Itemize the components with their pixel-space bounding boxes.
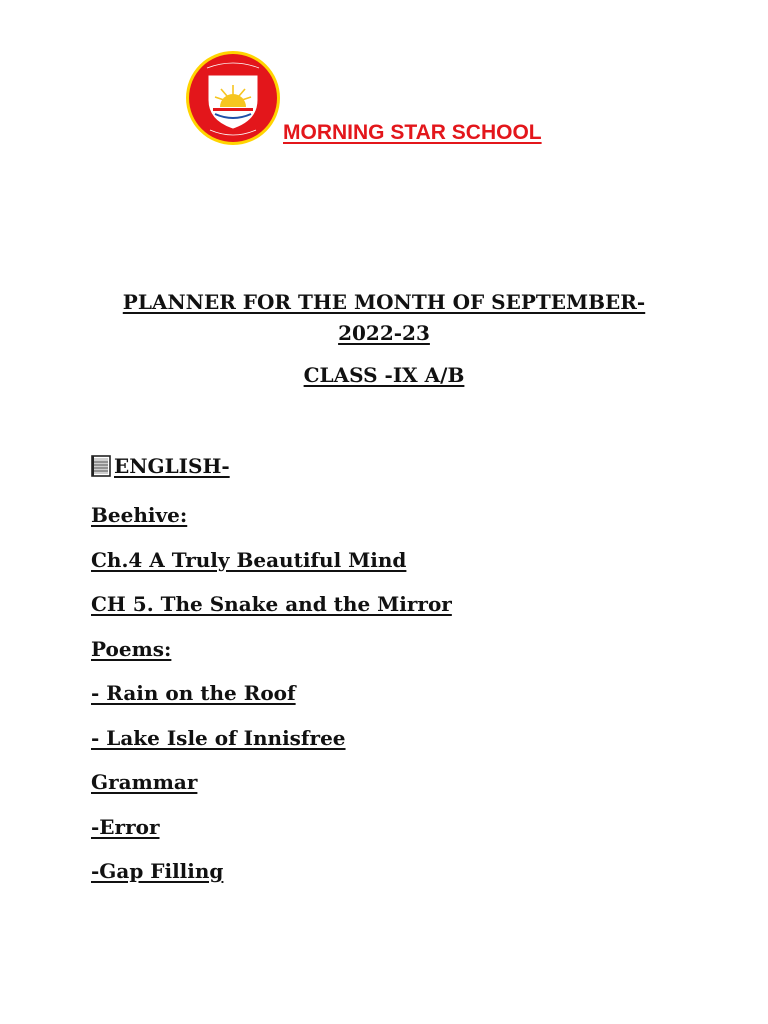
list-item-text: - Lake Isle of Innisfree [91,725,346,750]
list-item [91,770,452,815]
list-item-text: -Error [91,814,160,839]
list-item [91,681,452,726]
planner-title [0,287,768,349]
class-label: CLASS -IX A/B [303,363,465,387]
school-name: MORNING STAR SCHOOL [283,121,542,144]
notebook-icon [90,454,112,478]
list-item [91,548,452,593]
list-item-text: Beehive: [91,503,188,527]
list-item [91,815,452,860]
list-item [91,859,452,904]
list-item-text: Poems: [91,636,172,661]
topic-list [91,503,452,904]
planner-title-line-2: 2022-23 [338,321,430,345]
list-item [91,637,452,682]
subject-heading [90,454,230,478]
list-item-text: -Gap Filling [91,859,224,883]
list-item-text: Grammar [91,770,198,794]
list-item [91,726,452,771]
school-logo [185,50,281,146]
list-item-text: Ch.4 A Truly Beautiful Mind [91,547,407,572]
list-item [91,592,452,637]
planner-title-line-1: PLANNER FOR THE MONTH OF SEPTEMBER- [122,290,646,314]
subject-label: ENGLISH- [114,454,230,478]
list-item-text: CH 5. The Snake and the Mirror [91,592,452,616]
list-item-text: - Rain on the Roof [91,681,296,705]
list-item [91,503,452,548]
